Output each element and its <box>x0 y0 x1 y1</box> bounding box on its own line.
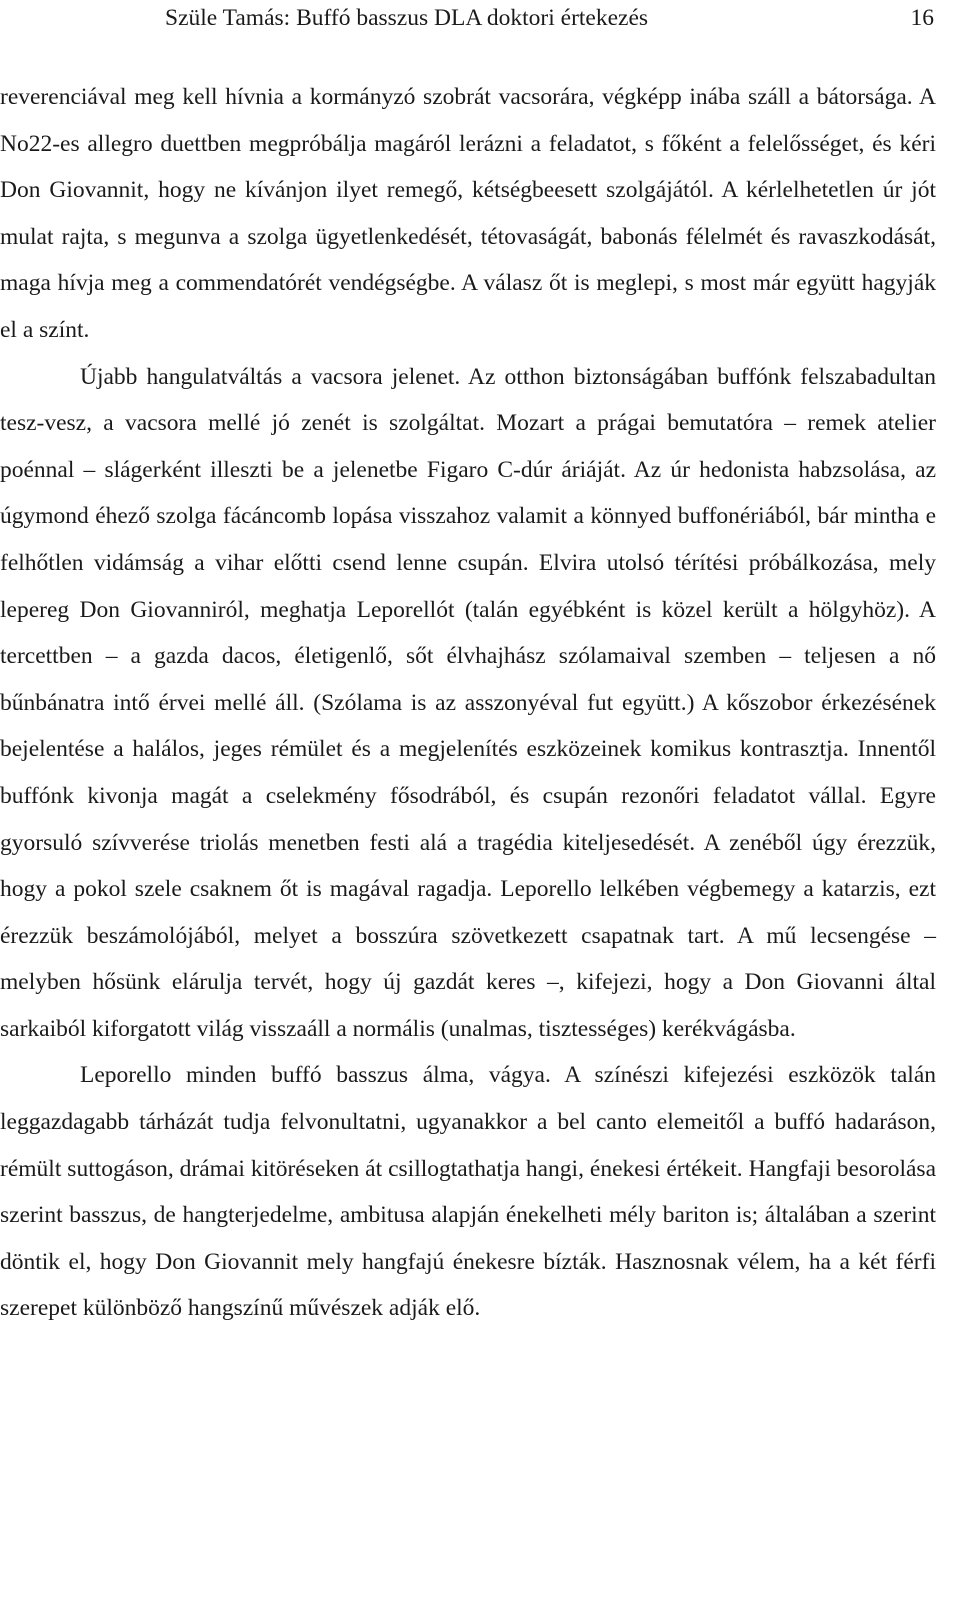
paragraph-1: reverenciával meg kell hívnia a kormányzó szobrát vacsorára, végképp inába száll a bátorsága. A No22-es allegro duettben megpróbálja magáról lerázni a feladatot, s főként a felelősséget, és kéri Don Giovannit, hogy ne kívánjon ilyet remegő, kétségbeesett szolgájától. A kérlelhetetlen úr jót mulat rajta, s megunva a szolga ügyetlenkedését, tétovaságát, babonás félelmét és ravaszkodását, maga hívja meg a commendatórét vendégségbe. A válasz őt is meglepi, s most már együtt hagyják el a színt. <box>0 84 936 343</box>
page-header <box>0 0 960 40</box>
header-title: Szüle Tamás: Buffó basszus DLA doktori értekezés <box>165 5 649 31</box>
document-body <box>0 74 936 1332</box>
paragraph-3: Leporello minden buffó basszus álma, vágya. A színészi kifejezési eszközök talán leggazdagabb tárházát tudja felvonultatni, ugyanakkor a bel canto elemeitől a buffó hadaráson, rémült suttogáson, drámai kitöréseken át csillogtathatja hangi, énekesi értékeit. Hangfaji besorolása szerint basszus, de hangterjedelme, ambitusa alapján énekelheti mély bariton is; általában a szerint döntik el, hogy Don Giovannit mely hangfajú énekesre bízták. Hasznosnak vélem, ha a két férfi szerepet különböző hangszínű művészek adják elő. <box>0 1062 936 1322</box>
page-number: 16 <box>910 5 934 31</box>
paragraph-2: Újabb hangulatváltás a vacsora jelenet. Az otthon biztonságában buffónk felszabadultan tesz-vesz, a vacsora mellé jó zenét is szolgáltat. Mozart a prágai bemutatóra – remek atelier poénnal – slágerként illeszti be a jelenetbe Figaro C-dúr áriáját. Az úr hedonista habzsolása, az úgymond éhező szolga fácáncomb lopása visszahoz valamit a könnyed buffonériából, bár mintha e felhőtlen vidámság a vihar előtti csend lenne csupán. Elvira utolsó térítési próbálkozása, mely lepereg Don Giovanniról, meghatja Leporellót (talán egyébként is közel került a hölgyhöz). A tercettben – a gazda dacos, életigenlő, sőt élvhajhász szólamaival szemben – teljesen a nő bűnbánatra intő érvei mellé áll. (Szólama is az asszonyéval fut együtt.) A kőszobor érkezésének bejelentése a halálos, jeges rémület és a megjelenítés eszközeinek komikus kontrasztja. Innentől buffónk kivonja magát a cselekmény fősodrából, és csupán rezonőri feladatot vállal. Egyre gyorsuló szívverése triolás menetben festi alá a tragédia kiteljesedését. A zenéből úgy érezzük, hogy a pokol szele csaknem őt is magával ragadja. Leporello lelkében végbemegy a katarzis, ezt érezzük beszámolójából, melyet a bosszúra szövetkezett csapatnak tart. A mű lecsengése – melyben hősünk elárulja tervét, hogy új gazdát keres –, kifejezi, hogy a Don Giovanni által sarkaiból kiforgatott világ visszaáll a normális (unalmas, tisztességes) kerékvágásba. <box>0 363 936 1042</box>
